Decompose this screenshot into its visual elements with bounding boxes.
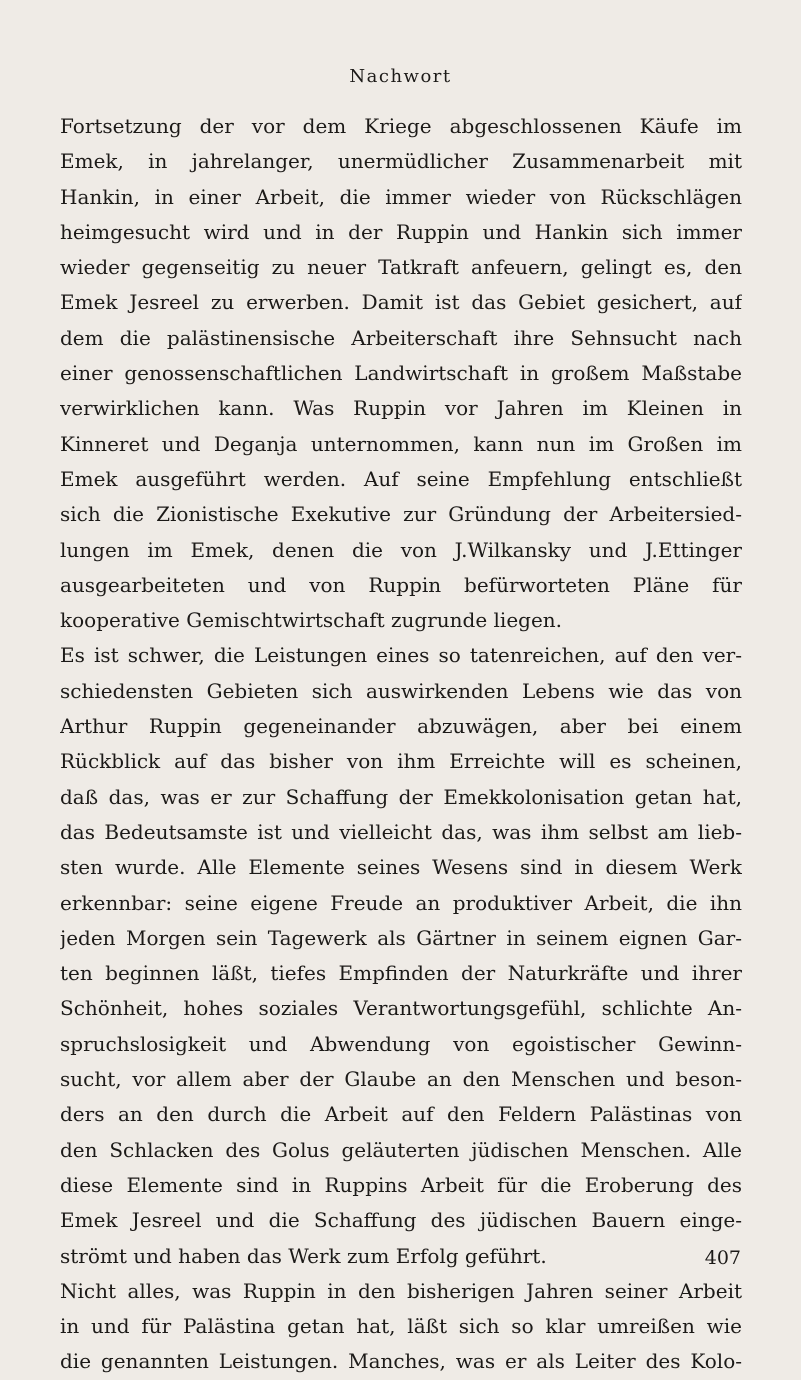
- text-line: spruchslosigkeit und Abwendung von egoistischer Gewinn-: [60, 1031, 742, 1056]
- text-line: Schönheit, hohes soziales Verantwortungsgefühl, schlichte An-: [60, 996, 742, 1021]
- text-line: ders an den durch die Arbeit auf den Feldern Palästinas von: [60, 1102, 742, 1127]
- text-line: Kinneret und Deganja unternommen, kann nun im Großen im: [60, 431, 742, 456]
- text-line: sich die Zionistische Exekutive zur Gründung der Arbeitersied-: [60, 502, 742, 527]
- text-line: erkennbar: seine eigene Freude an produktiver Arbeit, die ihn: [60, 890, 742, 915]
- text-line: einer genossenschaftlichen Landwirtschaft in großem Maßstabe: [60, 361, 742, 386]
- body-text: [60, 109, 742, 1380]
- text-line: jeden Morgen sein Tagewerk als Gärtner in seinem eignen Gar-: [60, 925, 742, 950]
- text-line: verwirklichen kann. Was Ruppin vor Jahren im Kleinen in: [60, 396, 742, 421]
- text-line: die genannten Leistungen. Manches, was er als Leiter des Kolo-: [60, 1349, 742, 1374]
- text-line: Emek, in jahrelanger, unermüdlicher Zusammenarbeit mit: [60, 149, 742, 174]
- text-line: ausgearbeiteten und von Ruppin befürworteten Pläne für: [60, 572, 742, 597]
- text-line: dem die palästinensische Arbeiterschaft ihre Sehnsucht nach: [60, 325, 742, 350]
- text-line: sten wurde. Alle Elemente seines Wesens sind in diesem Werk: [60, 855, 742, 880]
- text-line: Hankin, in einer Arbeit, die immer wieder von Rückschlägen: [60, 184, 742, 209]
- text-line: Rückblick auf das bisher von ihm Erreichte will es scheinen,: [60, 749, 742, 774]
- text-line: lungen im Emek, denen die von J.Wilkansky und J.Ettinger: [60, 537, 742, 562]
- text-line: kooperative Gemischtwirtschaft zugrunde liegen.: [60, 608, 563, 633]
- text-line: Nicht alles, was Ruppin in den bisherigen Jahren seiner Arbeit: [60, 1278, 742, 1303]
- text-line: Emek ausgeführt werden. Auf seine Empfehlung entschließt: [60, 466, 742, 491]
- text-line: wieder gegenseitig zu neuer Tatkraft anfeuern, gelingt es, den: [60, 255, 742, 280]
- text-line: den Schlacken des Golus geläuterten jüdischen Menschen. Alle: [60, 1137, 742, 1162]
- running-header: Nachwort: [349, 66, 452, 87]
- text-line: daß das, was er zur Schaffung der Emekkolonisation getan hat,: [60, 784, 742, 809]
- text-line: diese Elemente sind in Ruppins Arbeit für die Eroberung des: [60, 1172, 742, 1197]
- text-line: sucht, vor allem aber der Glaube an den Menschen und beson-: [60, 1067, 742, 1092]
- text-line: das Bedeutsamste ist und vielleicht das, was ihm selbst am lieb-: [60, 819, 742, 844]
- text-line: ten beginnen läßt, tiefes Empfinden der Naturkräfte und ihrer: [60, 961, 742, 986]
- text-line: Fortsetzung der vor dem Kriege abgeschlossenen Käufe im: [60, 114, 742, 138]
- page-number: 407: [704, 1247, 741, 1269]
- text-line: schiedensten Gebieten sich auswirkenden Lebens wie das von: [60, 678, 742, 703]
- text-line: Es ist schwer, die Leistungen eines so tatenreichen, auf den ver-: [60, 643, 742, 668]
- text-line: in und für Palästina getan hat, läßt sich so klar umreißen wie: [60, 1314, 742, 1339]
- text-line: heimgesucht wird und in der Ruppin und Hankin sich immer: [60, 219, 742, 244]
- text-line: Emek Jesreel zu erwerben. Damit ist das Gebiet gesichert, auf: [60, 290, 742, 315]
- text-line: Emek Jesreel und die Schaffung des jüdischen Bauern einge-: [60, 1208, 742, 1233]
- text-line: Arthur Ruppin gegeneinander abzuwägen, aber bei einem: [60, 714, 742, 739]
- text-line: strömt und haben das Werk zum Erfolg geführt.: [60, 1243, 547, 1268]
